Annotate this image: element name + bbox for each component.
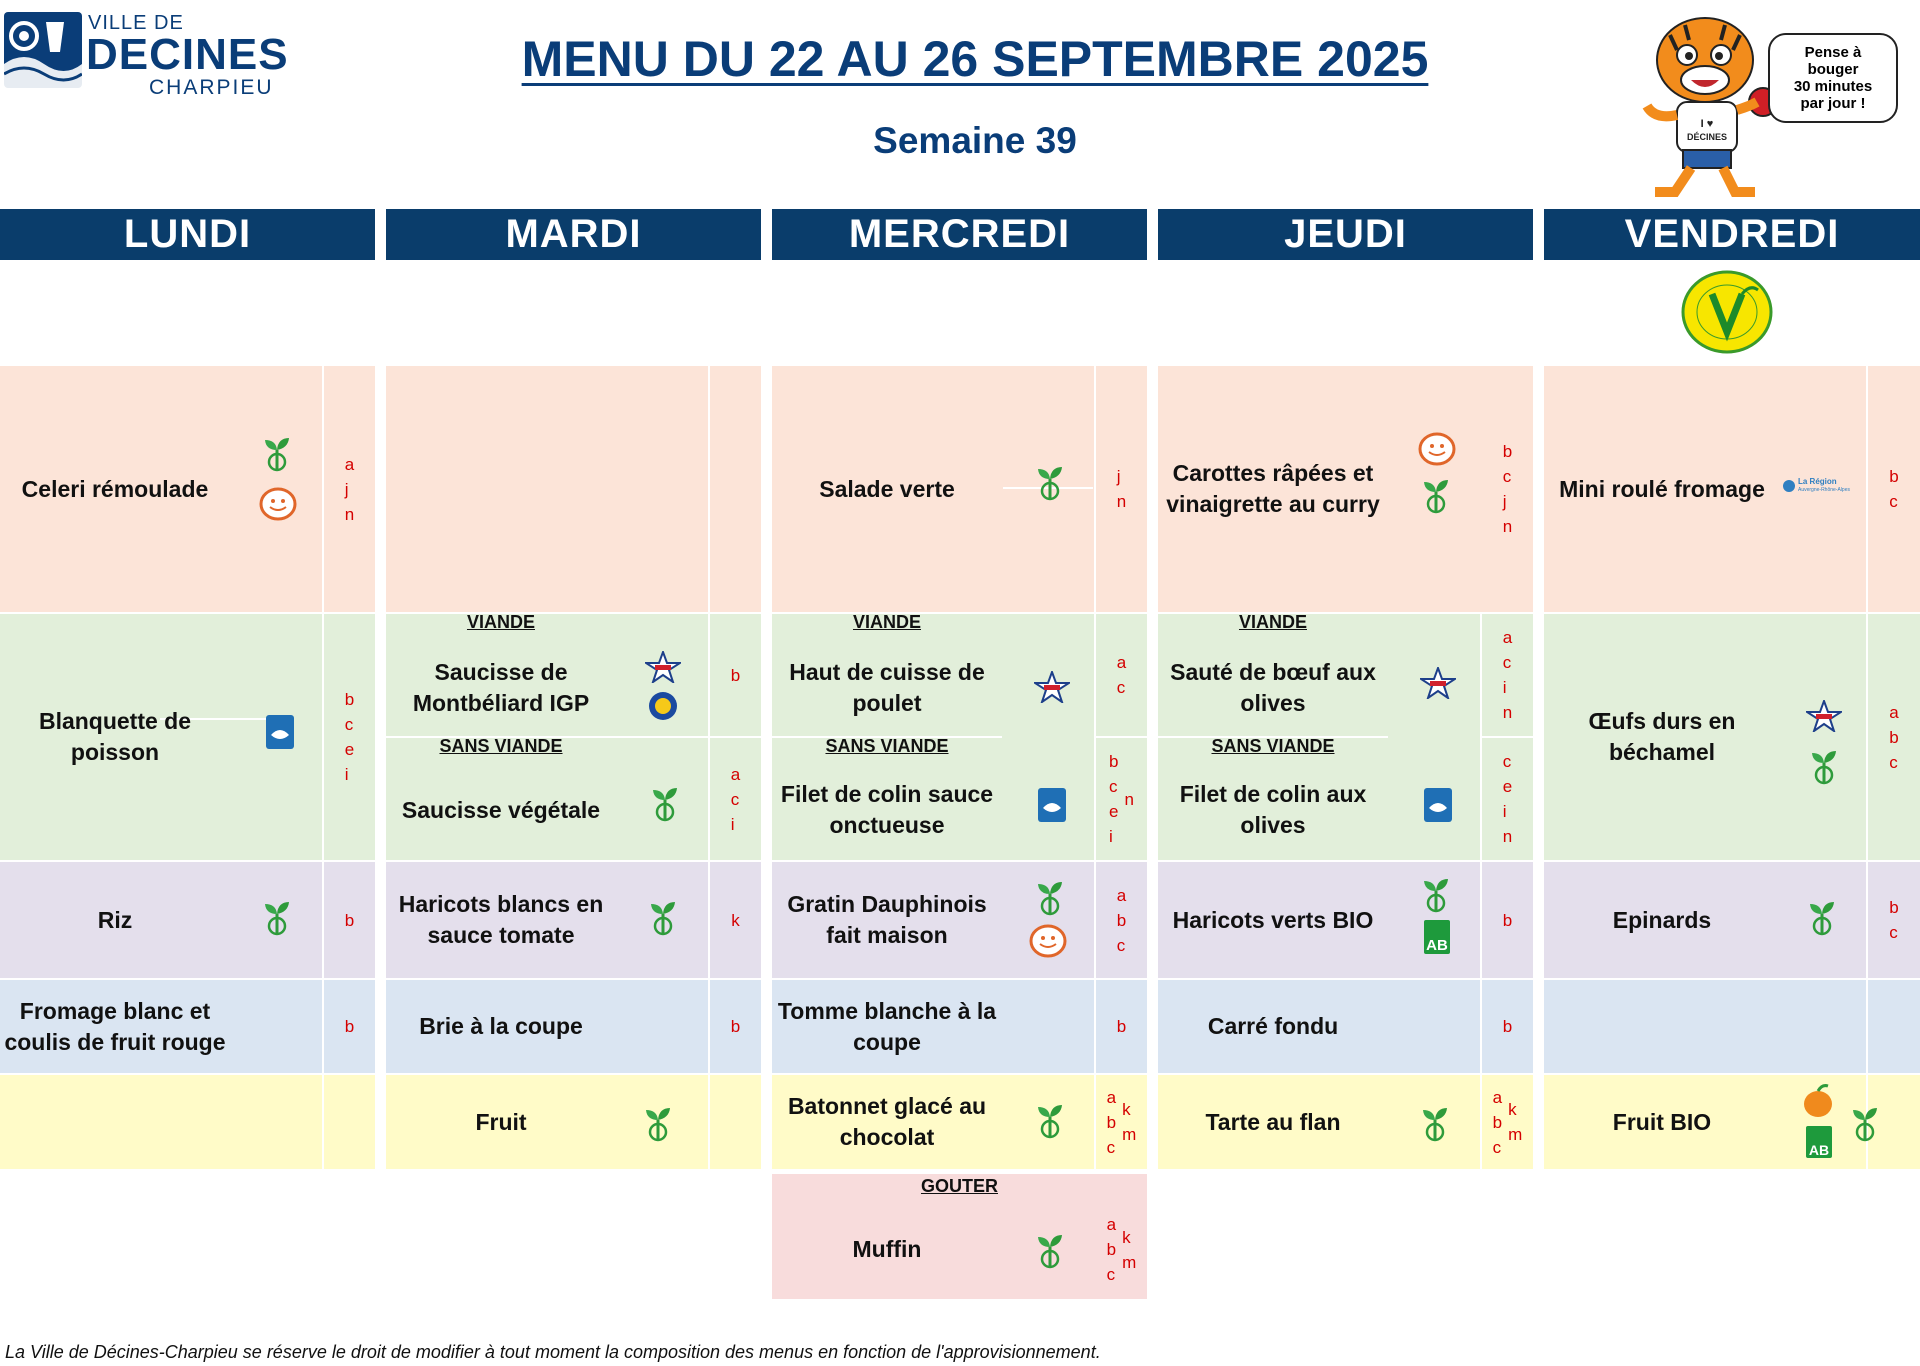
plat-viande-name-mercredi: Haut de cuisse de poulet — [789, 659, 985, 716]
sprout-icon — [1421, 478, 1451, 514]
allergens-col1: a b c — [1106, 1087, 1117, 1157]
plat-sans-viande-name-mardi: Saucisse végétale — [401, 796, 601, 823]
dessert-name-mercredi: Batonnet glacé au chocolat — [787, 1093, 987, 1150]
vegetarian-v-label-icon — [1680, 270, 1775, 354]
accomp-name-jeudi: Haricots verts BIO — [1172, 906, 1374, 933]
city-crest-icon — [4, 12, 82, 88]
plat-sans-viande-name-mercredi: Filet de colin sauce onctueuse — [780, 781, 994, 838]
entree-allergens-mercredi: j n — [1116, 467, 1127, 511]
region-mark-icon — [1782, 479, 1796, 493]
viande-label-mercredi: VIANDE — [852, 612, 921, 632]
volaille-francaise-icon — [1034, 671, 1070, 703]
gouter-name-mercredi: Muffin — [852, 1236, 922, 1262]
entree-name-mercredi: Salade verte — [819, 475, 955, 502]
logo-line-charpieu: CHARPIEU — [149, 76, 274, 99]
dessert-allergens-jeudi — [1482, 1075, 1533, 1169]
accomp-allergens-lundi: b — [344, 910, 355, 930]
plat-viande-name-jeudi: Sauté de bœuf aux olives — [1170, 659, 1376, 716]
accomp-name-mardi: Haricots blancs en sauce tomate — [398, 891, 604, 948]
plat-sans-viande-allergens-jeudi: c e i n — [1502, 752, 1513, 846]
fruits-ecoles-icon — [1802, 1082, 1834, 1118]
sans-viande-label-mardi: SANS VIANDE — [439, 736, 563, 756]
entree-allergens-vendredi: b c — [1889, 467, 1899, 511]
accomp-name-vendredi: Epinards — [1612, 906, 1712, 933]
allergens-col1: a b c — [1492, 1087, 1503, 1157]
gouter-allergens-mercredi — [1096, 1200, 1147, 1299]
sans-viande-label-jeudi: SANS VIANDE — [1211, 736, 1335, 756]
day-header-mardi: MARDI — [386, 209, 761, 260]
page-title: MENU DU 22 AU 26 SEPTEMBRE 2025 — [521, 31, 1429, 87]
dessert-name-vendredi: Fruit BIO — [1612, 1108, 1712, 1135]
svg-text:I ♥: I ♥ — [1700, 118, 1714, 130]
plat-viande-allergens-mercredi: a c — [1116, 653, 1127, 697]
accomp-name-lundi: Riz — [97, 906, 133, 933]
region-label-line1: La Région — [1798, 477, 1837, 486]
le-porc-francais-icon — [645, 651, 681, 683]
dessert-name-jeudi: Tarte au flan — [1205, 1108, 1341, 1135]
viande-bovine-francaise-icon — [1420, 667, 1456, 699]
plat-allergens-lundi: b c e i — [344, 690, 355, 784]
laitage-name-lundi: Fromage blanc et coulis de fruit rouge — [4, 997, 226, 1055]
day-header-mercredi: MERCREDI — [772, 209, 1147, 260]
sprout-icon — [262, 436, 292, 472]
msc-fish-icon — [1038, 788, 1066, 822]
entree-name-lundi: Celeri rémoulade — [21, 475, 209, 502]
day-header-lundi: LUNDI — [0, 209, 375, 260]
ab-bio-icon: AB — [1806, 1126, 1832, 1158]
sprout-icon — [650, 786, 680, 822]
laitage-cell-vendredi — [1544, 980, 1920, 1073]
allergens-col2: n — [1124, 789, 1134, 809]
tiger-mascot-icon — [1625, 10, 1785, 200]
sprout-icon — [648, 900, 678, 936]
week-subtitle: Semaine 39 — [873, 120, 1077, 161]
allergens-col1: b c e i — [1109, 752, 1119, 846]
sprout-icon — [1035, 465, 1065, 501]
sprout-icon — [262, 900, 292, 936]
local-product-icon — [1418, 432, 1456, 466]
sprout-icon — [1850, 1106, 1880, 1142]
igp-label-icon — [648, 691, 678, 721]
entree-name-vendredi: Mini roulé fromage — [1559, 475, 1765, 502]
allergens-col1: a b c — [1106, 1215, 1117, 1284]
plat-sans-viande-name-jeudi: Filet de colin aux olives — [1179, 781, 1367, 838]
local-product-icon — [1029, 924, 1067, 958]
plat-sans-viande-allergens-mercredi — [1096, 738, 1147, 860]
accomp-allergens-jeudi: b — [1502, 910, 1513, 930]
laitage-allergens-lundi: b — [344, 1017, 355, 1036]
day-header-jeudi: JEUDI — [1158, 209, 1533, 260]
sans-viande-label-mercredi: SANS VIANDE — [825, 736, 949, 756]
sprout-icon — [1035, 880, 1065, 916]
region-auvergne-icon — [1782, 477, 1858, 499]
laitage-allergens-mercredi: b — [1116, 1017, 1127, 1036]
plat-name-vendredi: Œufs durs en béchamel — [1588, 708, 1736, 765]
viande-label-mardi: VIANDE — [466, 612, 535, 632]
laitage-allergens-jeudi: b — [1502, 1017, 1513, 1036]
laitage-name-mardi: Brie à la coupe — [419, 1013, 583, 1039]
laitage-name-mercredi: Tomme blanche à la coupe — [777, 997, 997, 1055]
sprout-icon — [1420, 1106, 1450, 1142]
region-label-line2: Auvergne-Rhône-Alpes — [1798, 487, 1850, 493]
plat-viande-allergens-jeudi: a c i n — [1502, 628, 1513, 722]
sprout-icon — [1809, 749, 1839, 785]
plat-name-lundi: Blanquette de poisson — [38, 708, 192, 765]
plat-sans-viande-allergens-mardi: a c i — [730, 764, 741, 834]
allergens-col2: k m — [1508, 1100, 1523, 1144]
dessert-cell-lundi — [0, 1075, 375, 1169]
gouter-label: GOUTER — [920, 1176, 998, 1196]
oeufs-de-france-icon — [1806, 700, 1842, 732]
sprout-icon — [1421, 877, 1451, 913]
mascot-shirt-text: DÉCINES — [1686, 132, 1728, 142]
entree-allergens-jeudi: b c j n — [1502, 442, 1513, 536]
logo-line-decines: DECINES — [86, 30, 289, 79]
allergens-col2: k m — [1122, 1100, 1137, 1144]
laitage-name-jeudi: Carré fondu — [1207, 1013, 1339, 1039]
msc-fish-icon — [1424, 788, 1452, 822]
mascot-speech-bubble: Pense à bouger 30 minutes par jour ! — [1768, 33, 1898, 123]
entree-allergens-lundi: a j n — [344, 454, 355, 524]
dessert-name-mardi: Fruit — [475, 1108, 527, 1135]
entree-cell-mardi — [386, 366, 761, 612]
sprout-icon — [1035, 1103, 1065, 1139]
viande-label-jeudi: VIANDE — [1238, 612, 1307, 632]
dessert-allergens-mercredi — [1096, 1075, 1147, 1169]
sprout-icon — [643, 1106, 673, 1142]
city-logo — [4, 12, 289, 99]
sprout-icon — [1807, 900, 1837, 936]
plat-allergens-vendredi: a b c — [1889, 702, 1899, 772]
accomp-allergens-mardi: k — [731, 910, 740, 930]
laitage-allergens-mardi: b — [730, 1017, 741, 1036]
accomp-allergens-vendredi: b c — [1889, 898, 1899, 942]
day-header-vendredi: VENDREDI — [1544, 209, 1920, 260]
entree-name-jeudi: Carottes râpées et vinaigrette au curry — [1166, 460, 1380, 517]
plat-viande-allergens-mardi: b — [730, 665, 741, 685]
msc-fish-icon — [266, 715, 294, 749]
accomp-allergens-mercredi: a b c — [1116, 885, 1127, 955]
logo-line-ville-de: VILLE DE — [88, 12, 184, 34]
local-product-icon — [259, 487, 297, 521]
allergens-col2: k m — [1122, 1227, 1137, 1272]
footer-disclaimer: La Ville de Décines-Charpieu se réserve le droit de modifier à tout moment la composition des menus en fonction de l'approvisionnement. — [5, 1342, 1101, 1362]
plat-viande-name-mardi: Saucisse de Montbéliard IGP — [412, 659, 590, 716]
accomp-name-mercredi: Gratin Dauphinois fait maison — [787, 891, 987, 948]
sprout-icon — [1035, 1233, 1065, 1269]
ab-bio-icon: AB — [1424, 920, 1450, 954]
